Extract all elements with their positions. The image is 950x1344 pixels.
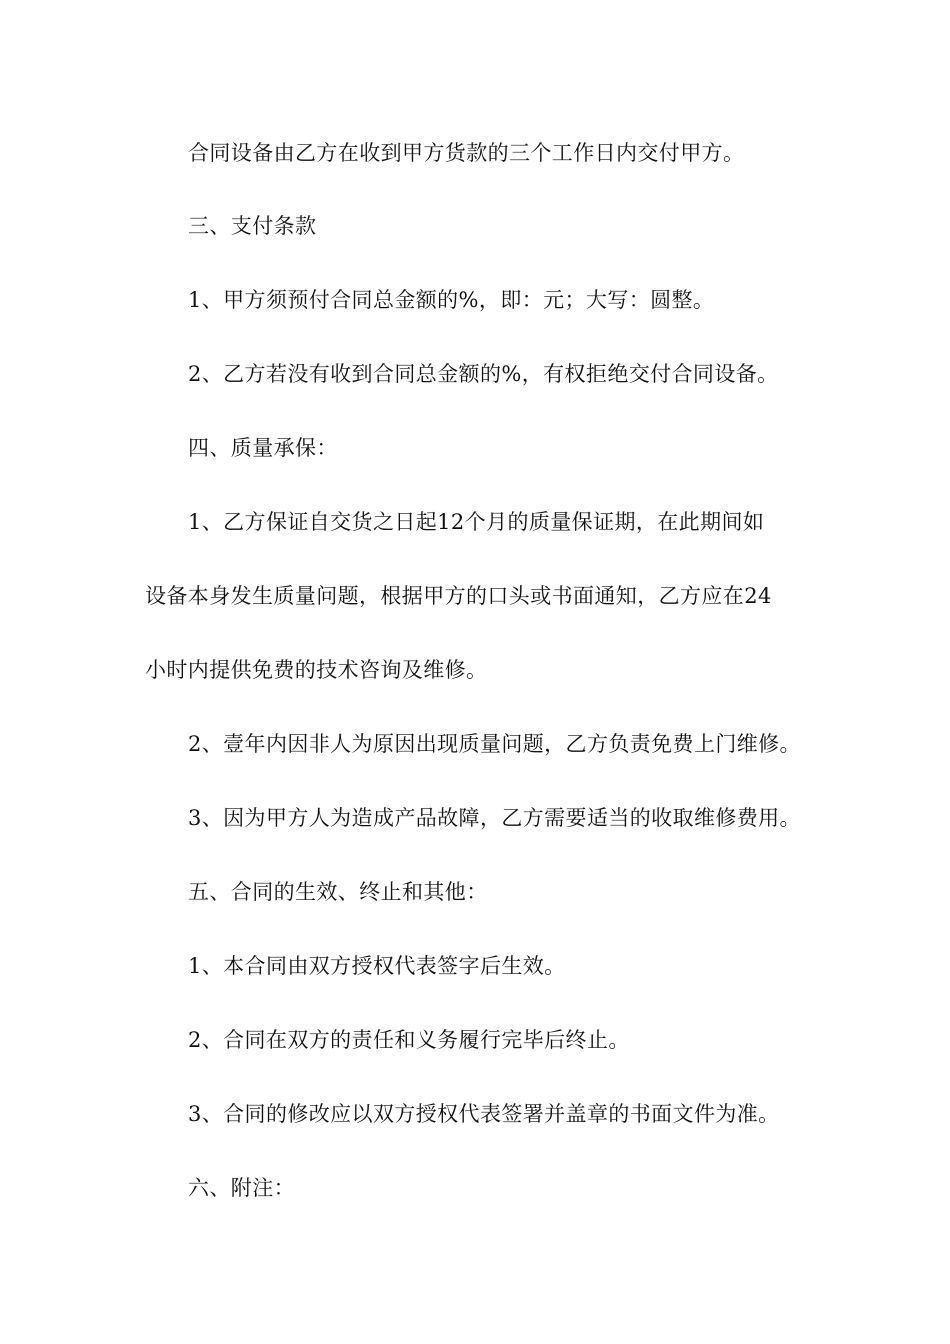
paragraph-effect-3: 3、合同的修改应以双方授权代表签署并盖章的书面文件为准。 [188, 1102, 780, 1126]
section-heading-payment: 三、支付条款 [188, 214, 317, 238]
paragraph-quality-1-line-1: 1、乙方保证自交货之日起12个月的质量保证期，在此期间如 [188, 510, 765, 534]
paragraph-delivery: 合同设备由乙方在收到甲方货款的三个工作日内交付甲方。 [188, 141, 745, 165]
section-heading-notes: 六、附注： [188, 1176, 295, 1200]
paragraph-quality-1-line-3: 小时内提供免费的技术咨询及维修。 [145, 658, 488, 682]
paragraph-quality-3: 3、因为甲方人为造成产品故障，乙方需要适当的收取维修费用。 [188, 806, 801, 830]
paragraph-effect-2: 2、合同在双方的责任和义务履行完毕后终止。 [188, 1028, 630, 1052]
paragraph-payment-1: 1、甲方须预付合同总金额的%，即：元；大写：圆整。 [188, 288, 715, 312]
section-heading-quality: 四、质量承保： [188, 436, 338, 460]
paragraph-effect-1: 1、本合同由双方授权代表签字后生效。 [188, 954, 566, 978]
section-heading-effect: 五、合同的生效、终止和其他： [188, 880, 488, 904]
paragraph-payment-2: 2、乙方若没有收到合同总金额的%，有权拒绝交付合同设备。 [188, 362, 779, 386]
paragraph-quality-2: 2、壹年内因非人为原因出现质量问题，乙方负责免费上门维修。 [188, 732, 801, 756]
paragraph-quality-1-line-2: 设备本身发生质量问题，根据甲方的口头或书面通知，乙方应在24 [145, 584, 772, 608]
